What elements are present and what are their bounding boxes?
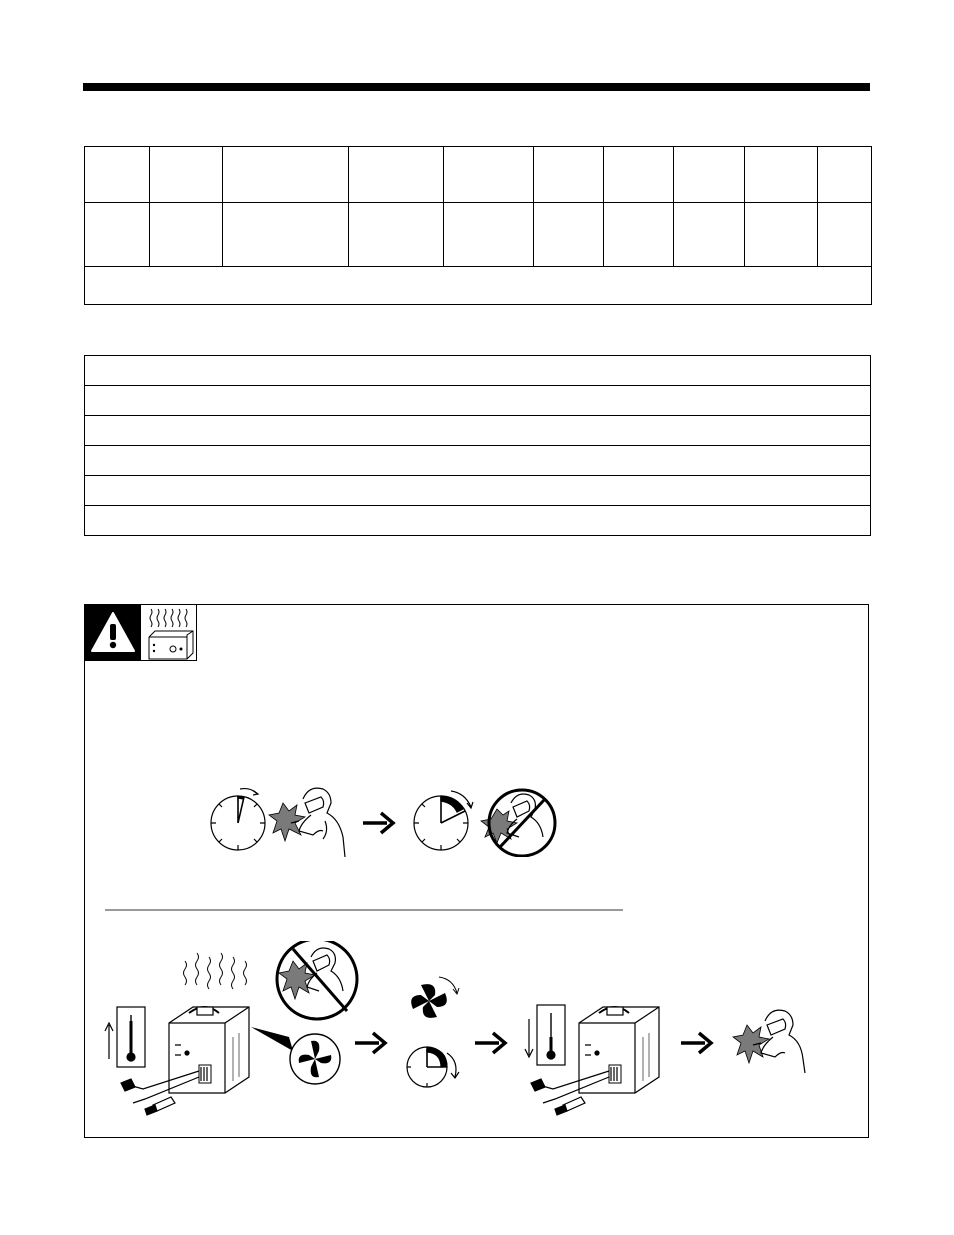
- table-cell: [745, 147, 818, 203]
- table-cell: [349, 203, 444, 267]
- table-cell: [534, 147, 604, 203]
- table-cell: [150, 147, 223, 203]
- table-row: [85, 446, 871, 476]
- table-cell: [745, 203, 818, 267]
- table-cell: [818, 147, 872, 203]
- timer-clock-icon: [407, 1047, 459, 1087]
- table-footer-row: [85, 267, 872, 305]
- no-welding-icon: [277, 941, 357, 1019]
- table-cell: [85, 356, 871, 386]
- table-row: [85, 386, 871, 416]
- table-footer-cell: [85, 267, 872, 305]
- table-row: [85, 416, 871, 446]
- info-list-table: [84, 355, 871, 536]
- table-row: [85, 476, 871, 506]
- welding-unit-icon: [121, 1007, 249, 1115]
- table-cell: [818, 203, 872, 267]
- fan-running-icon: [411, 977, 459, 1018]
- arrow-right-icon: [475, 1033, 505, 1053]
- duty-cycle-figure: [207, 781, 557, 857]
- hot-machine-icon: [141, 605, 197, 661]
- table-cell: [444, 203, 534, 267]
- table-row: [85, 147, 872, 203]
- thermometer-falling-icon: [525, 1005, 565, 1065]
- table-cell: [85, 147, 150, 203]
- arrow-right-icon: [681, 1033, 711, 1053]
- table-cell: [85, 476, 871, 506]
- table-cell: [534, 203, 604, 267]
- section-divider: [105, 909, 623, 911]
- no-welding-icon: [481, 790, 555, 856]
- welding-unit-icon: [531, 1007, 659, 1115]
- specifications-table: [84, 146, 872, 305]
- header-rule: [83, 83, 870, 91]
- table-cell: [85, 416, 871, 446]
- table-cell: [444, 147, 534, 203]
- arrow-right-icon: [363, 813, 393, 833]
- table-cell: [674, 147, 745, 203]
- table-cell: [604, 203, 674, 267]
- timer-clock-icon: [414, 791, 473, 850]
- welder-sparks-icon: [269, 788, 345, 857]
- warning-triangle-icon: [85, 605, 141, 661]
- thermometer-rising-icon: [105, 1007, 145, 1067]
- table-cell: [85, 446, 871, 476]
- table-cell: [85, 386, 871, 416]
- table-cell: [85, 203, 150, 267]
- table-cell: [150, 203, 223, 267]
- callout-pointer: [251, 1027, 293, 1051]
- fan-icon: [290, 1034, 340, 1084]
- duty-cycle-warning-box: [84, 604, 869, 1138]
- table-cell: [604, 147, 674, 203]
- table-row: [85, 356, 871, 386]
- overheat-cooling-figure: [103, 941, 848, 1125]
- table-cell: [223, 147, 349, 203]
- table-cell: [85, 506, 871, 536]
- table-row: [85, 203, 872, 267]
- table-cell: [349, 147, 444, 203]
- arrow-right-icon: [355, 1033, 385, 1053]
- table-row: [85, 506, 871, 536]
- heat-waves-icon: [184, 953, 247, 989]
- table-cell: [674, 203, 745, 267]
- welder-sparks-icon: [733, 1010, 805, 1073]
- table-cell: [223, 203, 349, 267]
- timer-clock-icon: [211, 789, 265, 850]
